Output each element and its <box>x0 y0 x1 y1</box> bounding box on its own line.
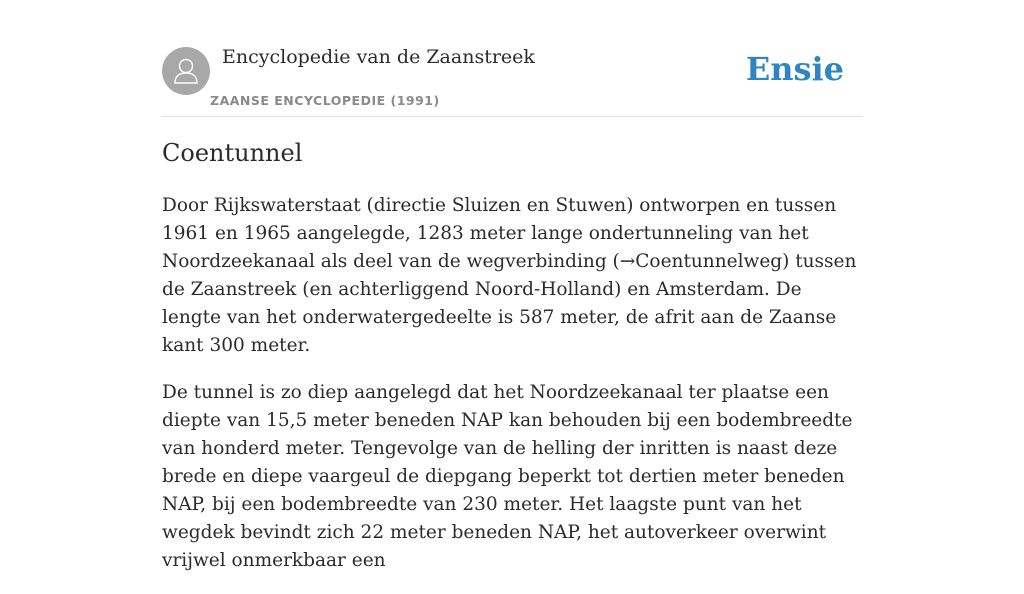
paragraph-1 <box>162 192 862 360</box>
ensie-logo[interactable]: Ensie <box>745 50 844 88</box>
article-title: Coentunnel <box>162 139 303 167</box>
article-body <box>162 192 862 594</box>
paragraph-1-text-end: ) tussen de Zaanstreek (en achterliggend Noord-Holland) en Amsterdam. De lengte van het onderwatergedeelte is 587 meter, de afrit aan de Zaanse kant 300 meter. <box>162 251 857 356</box>
paragraph-1-text-start: Door Rijkswaterstaat (directie Sluizen en Stuwen) ontworpen en tussen 1961 en 1965 aangelegde, 1283 meter lange ondertunneling van het Noordzeekanaal als deel van de wegverbinding ( <box>162 195 837 272</box>
page <box>162 0 862 571</box>
paragraph-2: De tunnel is zo diep aangelegd dat het Noordzeekanaal ter plaatse een diepte van 15,5 meter beneden NAP kan behouden bij een bodembreedte van honderd meter. Tengevolge van de helling der inritten is naast deze brede en diepe vaargeul de diepgang beperkt tot dertien meter beneden NAP, bij een bodembreedte van 230 meter. Het laagste punt van het wegdek bevindt zich 22 meter beneden NAP, het autoverkeer overwint vrijwel onmerkbaar een <box>162 382 853 571</box>
source-header <box>162 0 862 117</box>
source-subtitle: ZAANSE ENCYCLOPEDIE (1991) <box>210 93 440 108</box>
user-icon <box>162 47 210 95</box>
avatar[interactable] <box>162 47 210 95</box>
source-title[interactable]: Encyclopedie van de Zaanstreek <box>222 46 535 68</box>
coentunnelweg-link[interactable]: →Coentunnelweg <box>619 251 783 272</box>
